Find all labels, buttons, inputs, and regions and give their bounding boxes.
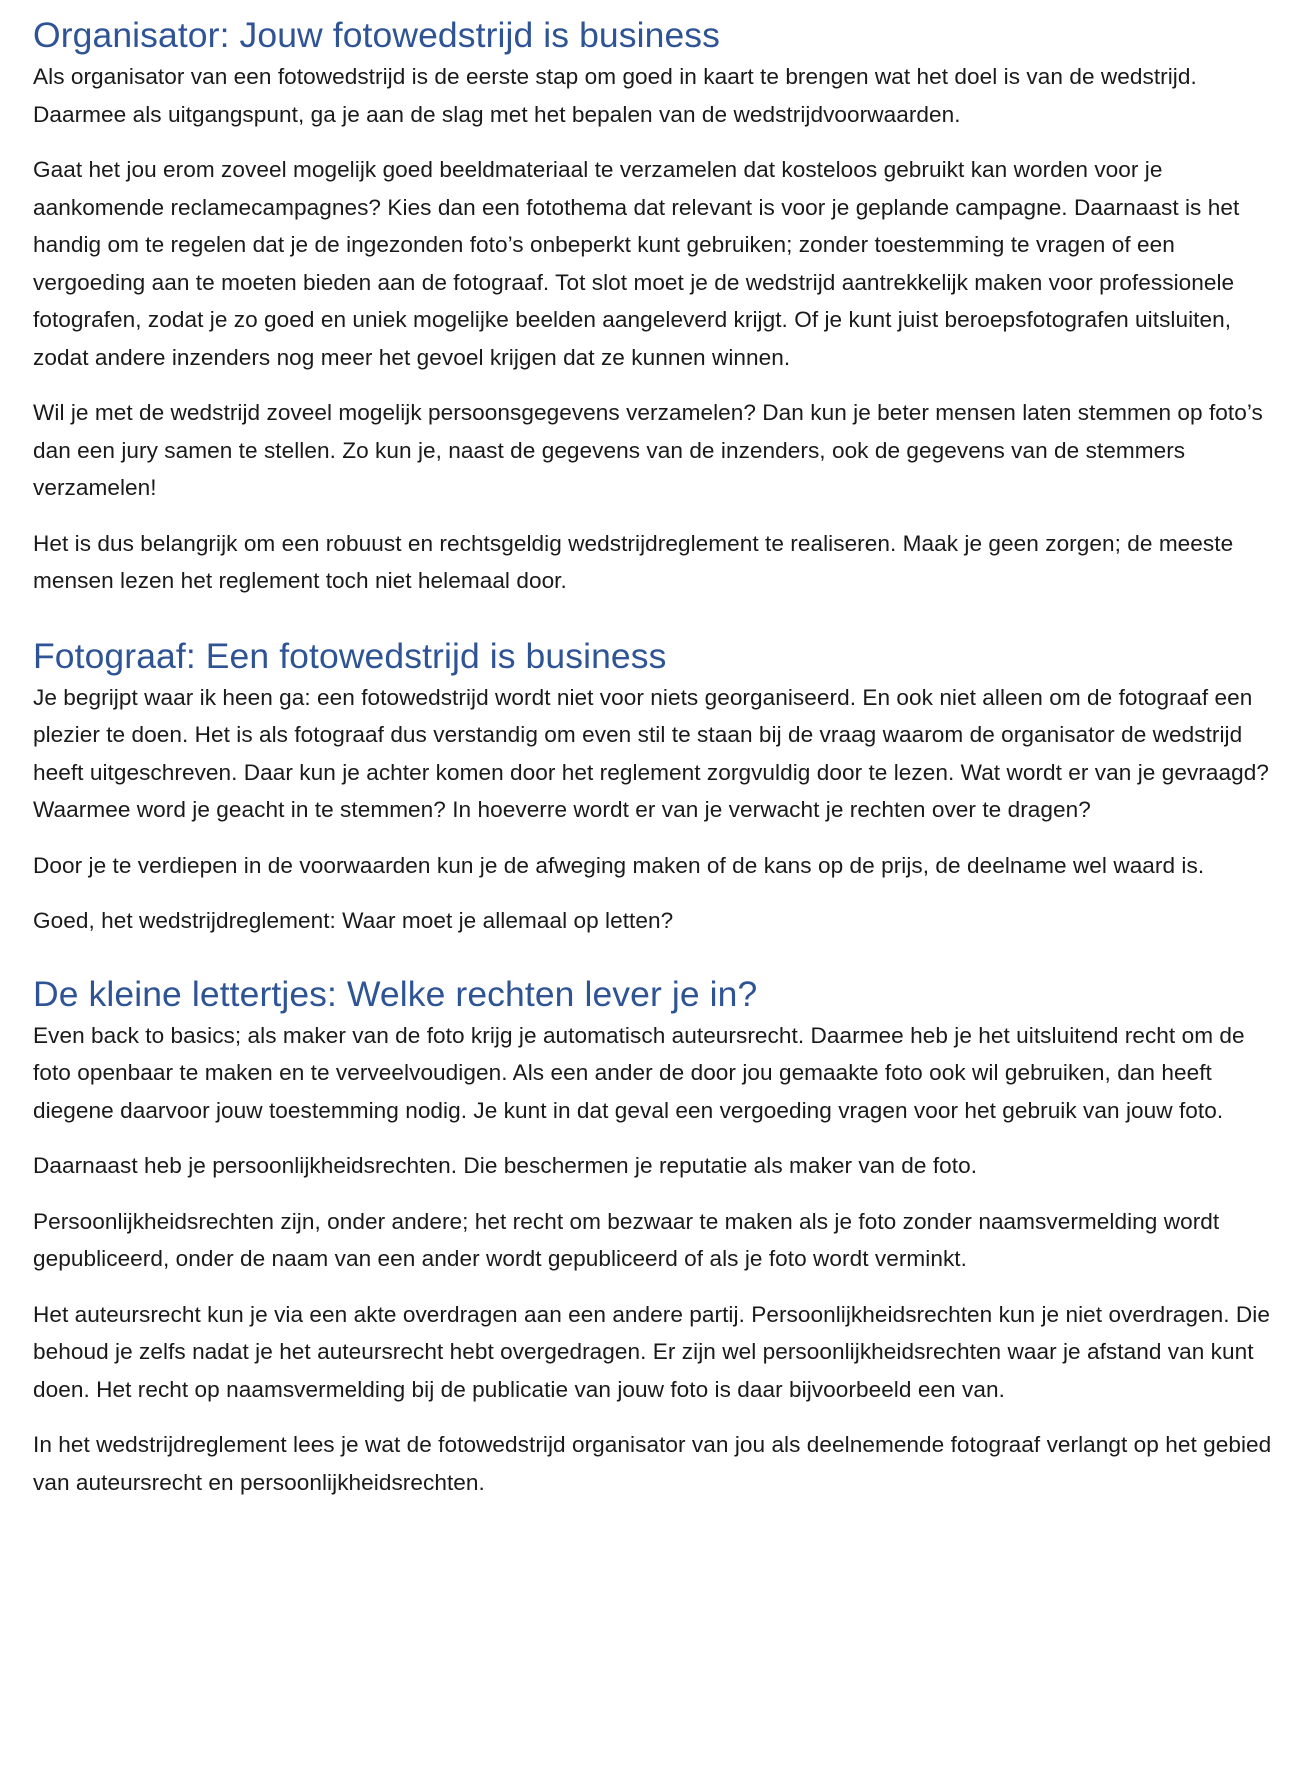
paragraph: Je begrijpt waar ik heen ga: een fotowedstrijd wordt niet voor niets georganiseerd. En ook niet alleen om de fotograaf een plezier te doen. Het is als fotograaf dus verstandig om even stil te staan bij de vraag waarom de organisator de wedstrijd heeft uitgeschreven. Daar kun je achter komen door het reglement zorgvuldig door te lezen. Wat wordt er van je gevraagd? Waarmee word je geacht in te stemmen? In hoeverre wordt er van je verwacht je rechten over te dragen? — [33, 684, 1269, 822]
paragraph: Goed, het wedstrijdreglement: Waar moet je allemaal op letten? — [33, 908, 674, 933]
section-fotograaf — [33, 633, 1278, 940]
paragraph: Het auteursrecht kun je via een akte overdragen aan een andere partij. Persoonlijkheidsrechten kun je niet overdragen. Die behoud je zelfs nadat je het auteursrecht hebt overgedragen. Er zijn wel persoonlijkheidsrechten waar je afstand van kunt doen. Het recht op naamsvermelding bij de publicatie van jouw foto is daar bijvoorbeeld een van. — [33, 1301, 1270, 1402]
paragraph: Wil je met de wedstrijd zoveel mogelijk persoonsgegevens verzamelen? Dan kun je beter mensen laten stemmen op foto’s dan een jury samen te stellen. Zo kun je, naast de gegevens van de inzenders, ook de gegevens van de stemmers verzamelen! — [33, 400, 1263, 500]
paragraph: Door je te verdiepen in de voorwaarden kun je de afweging maken of de kans op de prijs, de deelname wel waard is. — [33, 852, 1205, 878]
document-page — [33, 0, 1278, 1501]
section-kleine-lettertjes — [33, 971, 1278, 1502]
paragraph: Persoonlijkheidsrechten zijn, onder andere; het recht om bezwaar te maken als je foto zonder naamsvermelding wordt gepubliceerd, onder de naam van een ander wordt gepubliceerd of als je foto wordt verminkt. — [33, 1208, 1220, 1271]
section-heading: Organisator: Jouw fotowedstrijd is business — [33, 15, 720, 55]
paragraph: In het wedstrijdreglement lees je wat de fotowedstrijd organisator van jou als deelnemende fotograaf verlangt op het gebied van auteursrecht en persoonlijkheidsrechten. — [33, 1432, 1272, 1495]
section-heading: De kleine lettertjes: Welke rechten lever je in? — [33, 973, 758, 1014]
paragraph: Even back to basics; als maker van de foto krijg je automatisch auteursrecht. Daarmee heb je het uitsluitend recht om de foto openbaar te maken en te verveelvoudigen. Als een ander de door jou gemaakte foto ook wil gebruiken, dan heeft diegene daarvoor jouw toestemming nodig. Je kunt in dat geval een vergoeding vragen voor het gebruik van jouw foto. — [33, 1022, 1245, 1123]
paragraph: Daarnaast heb je persoonlijkheidsrechten. Die beschermen je reputatie als maker van de foto. — [33, 1153, 978, 1178]
section-organisator — [33, 0, 1278, 600]
paragraph: Gaat het jou erom zoveel mogelijk goed beeldmateriaal te verzamelen dat kosteloos gebruikt kan worden voor je aankomende reclamecampagnes? Kies dan een fotothema dat relevant is voor je geplande campagne. Daarnaast is het handig om te regelen dat je de ingezonden foto’s onbeperkt kunt gebruiken; zonder toestemming te vragen of een vergoeding aan te moeten bieden aan de fotograaf. Tot slot moet je de wedstrijd aantrekkelijk maken voor professionele fotografen, zodat je zo goed en uniek mogelijke beelden aangeleverd krijgt. Of je kunt juist beroepsfotografen uitsluiten, zodat andere inzenders nog meer het gevoel krijgen dat ze kunnen winnen. — [33, 157, 1240, 370]
paragraph: Het is dus belangrijk om een robuust en rechtsgeldig wedstrijdreglement te realiseren. Maak je geen zorgen; de meeste mensen lezen het reglement toch niet helemaal door. — [33, 530, 1234, 593]
paragraph: Als organisator van een fotowedstrijd is de eerste stap om goed in kaart te brengen wat het doel is van de wedstrijd. Daarmee als uitgangspunt, ga je aan de slag met het bepalen van de wedstrijdvoorwaarden. — [33, 64, 1197, 127]
section-heading: Fotograaf: Een fotowedstrijd is business — [33, 635, 667, 676]
